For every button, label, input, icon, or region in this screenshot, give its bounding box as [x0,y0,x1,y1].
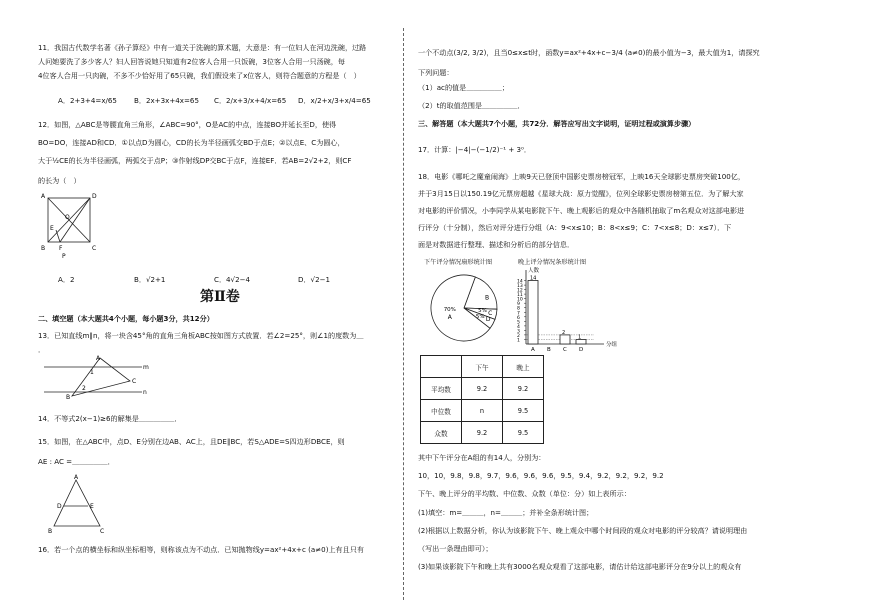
fill-in-header: 二、填空题（本大题共4个小题，每小题3分，共12分） [38,314,214,323]
q15-figure [38,474,108,536]
q12-label-p: P [62,253,66,260]
table-cell: 9.5 [503,422,544,444]
pie-pct-c: 5% [478,307,487,314]
bar-title: 晚上评分情况条形统计图 [518,259,587,266]
q14-line: 14．不等式2(x−1)≥6的解集是＿＿＿＿＿． [38,414,182,423]
bar-ytick: 12 [517,288,523,294]
q12-option-c: C．4√2−4 [214,275,251,284]
bar-value-label: 2 [562,329,566,336]
pie-label-a: A [447,314,452,322]
q13-label-2: 2 [82,385,86,392]
bar-a [528,281,538,345]
q11-line3: 4位客人合用一只肉碗，不多不少恰好用了65只碗，我们假设来了x位客人，则符合题意的方程是（ ） [38,71,361,80]
table-header-row [421,356,544,378]
q16-cont-line1: 一个不动点(3/2, 3/2)，且当0≤x≤t时，函数y=ax²+4x+c−3/4 (a≠0)的最小值为−3，最大值为1，请探究 [418,48,760,57]
q12-label-b: B [41,245,46,252]
bar-category-label: A [531,347,535,353]
q13-label-n: n [143,389,147,396]
q15-label-a: A [74,474,79,481]
bar-c [560,335,570,344]
q16-cont-line2: 下列问题： [418,68,454,77]
stats-table [420,355,544,444]
q15-label-d: D [57,503,62,510]
q12-label-o: O [65,214,70,221]
q11-line2: 人问她要洗了多少客人？妇人回答说她只知道有2位客人合用一只饭碗，3位客人合用一只汤碗，每 [38,57,345,66]
pie-label-b: B [485,294,490,302]
pie-pct-a: 70% [443,307,456,314]
table-cell: 9.2 [462,378,503,400]
q18-line1: 18．电影《哪吒之魔童闹海》上映9天已登顶中国影史票房榜冠军，上映16天全球影史票房突破100亿， [418,172,745,181]
q12-figure [38,190,108,262]
part2-title: 第Ⅱ卷 [200,289,240,305]
q11-line1: 11．我国古代数学名著《孙子算经》中有一道关于洗碗的算术题，大意是：有一位妇人在河边洗碗，过路 [38,43,367,52]
bar-category-label: D [579,347,584,353]
bar-value-label: 1 [578,334,582,341]
q15-label-e: E [90,503,94,510]
q12-option-d: D．√2−1 [298,275,331,284]
q12-option-a: A．2 [58,275,75,284]
bar-xlabel: 分组 [606,342,618,348]
q12-label-a: A [41,193,46,200]
q17-line: 17．计算：|−4|−(−1/2)⁻¹ + 3⁰． [418,145,531,154]
q11-option-b: B．2x+3x+4x=65 [134,96,199,105]
q13-label-1: 1 [90,369,94,376]
bar-ytick: 7 [517,311,520,317]
q16-part1: （1）ac的值是＿＿＿＿＿； [418,83,509,92]
q11-option-c: C．2/x+3/x+4/x=65 [214,96,287,105]
bar-category-label: B [547,347,551,353]
table-cell: 9.5 [503,400,544,422]
q15-label-b: B [48,528,53,535]
table-cell [421,356,462,378]
q13-line1: 13．已知直线m∥n，将一块含45°角的直角三角板ABC按如图方式放置．若∠2=25°，则∠1的度数为＿ [38,331,364,340]
pie-label-c: C [488,309,493,317]
q12-line2: BO=DO，连接AD和CD．①以点D为圆心，CD的长为半径画弧交BD于点E；②以点E、C为圆心， [38,138,345,147]
table-cell: 下午 [462,356,503,378]
bar-ytick: 13 [517,284,523,290]
table-cell: 9.2 [462,422,503,444]
table-row [421,378,544,400]
table-cell: 众数 [421,422,462,444]
after-line4: (1)填空：m=＿＿＿，n=＿＿＿；并补全条形统计图； [418,508,594,517]
after-line3: 下午、晚上评分的平均数、中位数、众数（单位：分）如上表所示： [418,489,631,498]
q18-line3: 对电影的评价情况，小李同学从某电影院下午、晚上观影后的观众中各随机抽取了m名观众对这部电影进 [418,206,745,215]
pie-title: 下午评分情况扇形统计图 [424,259,493,266]
bar-ytick: 9 [517,302,520,308]
q12-line4: 的长为（ ） [38,176,81,185]
bar-ylabel: 人数 [528,268,540,274]
q13-label-c: C [132,378,137,385]
bar-ytick: 14 [517,279,523,285]
bar-ytick: 8 [517,306,520,312]
q11-option-a: A．2+3+4=x/65 [58,96,117,105]
solve-header: 三、解答题（本大题共7个小题，共72分．解答应写出文字说明，证明过程或演算步骤） [418,119,696,128]
table-cell: 晚上 [503,356,544,378]
q15-label-c: C [100,528,105,535]
q12-label-e: E [50,225,54,232]
q12-label-f: F [59,245,63,252]
after-line7: (3)如果该影院下午和晚上共有3000名观众观看了这部电影，请估计给这部电影评分在9分以上的观众有 [418,562,742,571]
pie-chart [424,268,504,348]
table-cell: 平均数 [421,378,462,400]
bar-ytick: 11 [517,293,523,299]
bar-ytick: 6 [517,315,520,321]
table-row [421,422,544,444]
table-row [421,400,544,422]
q15-line1: 15．如图，在△ABC中，点D、E分别在边AB、AC上，且DE∥BC，若S△ADE=S四边形DBCE，则 [38,437,345,446]
right-column [418,0,838,615]
q18-line2: 并于3月15日以150.19亿元票房超越《星球大战：原力觉醒》，位列全球影史票房榜第五位．为了解大家 [418,189,744,198]
q18-line4: 行评分（十分制），然后对评分进行分组（A：9<x≤10；B：8<x≤9；C：7<x≤8；D：x≤7）．下 [418,223,732,232]
bar-ytick: 10 [517,297,523,303]
after-line2: 10，10，9.8，9.8，9.7，9.6，9.6，9.6，9.5，9.4，9.2，9.2，9.2，9.2 [418,471,664,480]
q13-label-a: A [96,355,101,362]
bar-chart [496,266,626,356]
q13-label-b: B [66,394,71,400]
after-line6: （写出一条理由即可）； [418,544,493,553]
bar-ytick: 5 [517,320,520,326]
q15-line2: AE : AC =＿＿＿＿＿． [38,457,115,466]
table-cell: n [462,400,503,422]
bar-value-label: 14 [530,275,537,282]
after-line5: (2)根据以上数据分析，你认为该影院下午、晚上观众中哪个时间段的观众对电影的评分较高？请说明理由 [418,526,748,535]
q12-label-c: C [92,245,97,252]
q13-line2: ． [38,345,46,354]
bar-category-label: C [563,347,567,353]
q12-option-b: B．√2+1 [134,275,166,284]
q12-label-d: D [92,193,97,200]
bar-ytick: 1 [517,338,520,344]
table-cell: 中位数 [421,400,462,422]
q12-line1: 12．如图，△ABC是等腰直角三角形，∠ABC=90°，O是AC的中点，连接BO并延长至D，使得 [38,120,337,129]
pie-label-d: D [485,315,491,323]
column-divider [403,28,404,600]
bar-ytick: 4 [517,324,520,330]
q12-line3: 大于½CE的长为半径画弧，两弧交于点P；③作射线DP交BC于点F，连接EF．若AB=2√2+2，则CF [38,156,352,165]
bar-ytick: 2 [517,333,520,339]
q11-option-d: D．x/2+x/3+x/4=65 [298,96,371,105]
q16-part2: （2）t的取值范围是＿＿＿＿＿． [418,101,525,110]
q18-line5: 面是对数据进行整理、描述和分析后的部分信息． [418,240,575,249]
q13-figure [38,354,150,400]
q16-line1: 16．若一个点的横坐标和纵坐标相等，则称该点为不动点．已知抛物线y=ax²+4x+c (a≠0)上有且只有 [38,545,364,554]
table-cell: 9.2 [503,378,544,400]
pie-pct-d: 5% [475,313,485,320]
left-column [36,0,398,615]
after-line1: 其中下午评分在A组的有14人，分别为： [418,453,546,462]
q13-label-m: m [143,364,149,371]
bar-ytick: 3 [517,329,520,335]
